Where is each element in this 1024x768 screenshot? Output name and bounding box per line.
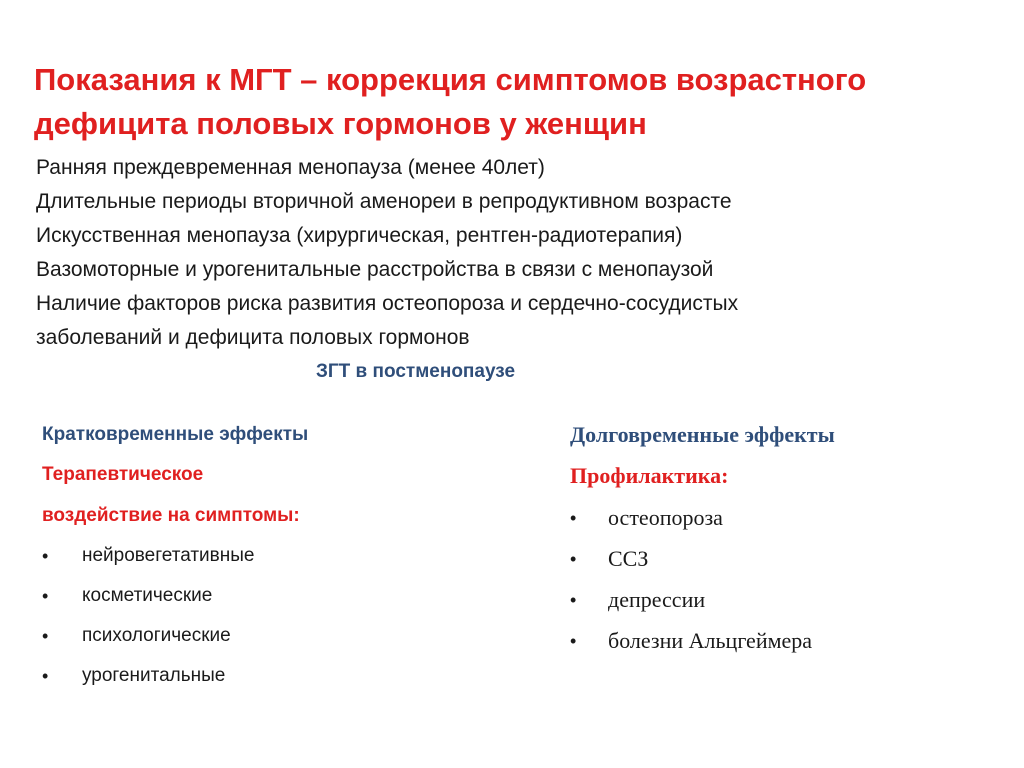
indication-item: заболеваний и дефицита половых гормонов	[36, 326, 470, 349]
list-item-text: психологические	[82, 625, 231, 646]
indication-item: Ранняя преждевременная менопауза (менее 40лет)	[36, 156, 545, 179]
long-term-column	[570, 420, 1010, 667]
list-item-text: депрессии	[608, 587, 706, 612]
long-term-subheading: Профилактика:	[570, 463, 729, 488]
list-item	[570, 503, 1010, 544]
title-line-2: дефицита половых гормонов у женщин	[34, 106, 647, 141]
indication-item: Вазомоторные и урогенитальные расстройства в связи с менопаузой	[36, 258, 714, 281]
list-item	[42, 581, 492, 621]
indications-list	[36, 151, 996, 355]
bullet-icon: •	[42, 666, 49, 686]
long-term-list	[570, 503, 1010, 667]
bullet-icon: •	[570, 508, 577, 528]
indication-item: Наличие факторов риска развития остеопороза и сердечно-сосудистых	[36, 292, 739, 315]
short-term-subheading-2: воздействие на симптомы:	[42, 505, 300, 526]
short-term-column	[42, 420, 492, 701]
long-term-heading: Долговременные эффекты	[570, 422, 835, 447]
zgt-heading: ЗГТ в постменопаузе	[316, 361, 516, 382]
list-item	[570, 585, 1010, 626]
short-term-heading: Кратковременные эффекты	[42, 424, 309, 445]
list-item-text: остеопороза	[608, 505, 723, 530]
indication-item: Искусственная менопауза (хирургическая, рентген-радиотерапия)	[36, 224, 683, 247]
bullet-icon: •	[570, 549, 577, 569]
bullet-icon: •	[42, 586, 49, 606]
list-item-text: ССЗ	[608, 546, 649, 571]
indication-item: Длительные периоды вторичной аменореи в репродуктивном возрасте	[36, 190, 732, 213]
bullet-icon: •	[570, 590, 577, 610]
list-item	[42, 661, 492, 701]
slide-title	[34, 58, 1004, 146]
list-item	[570, 626, 1010, 667]
bullet-icon: •	[570, 631, 577, 651]
list-item-text: болезни Альцгеймера	[608, 628, 813, 653]
list-item	[42, 541, 492, 581]
list-item	[42, 621, 492, 661]
list-item-text: косметические	[82, 585, 213, 606]
list-item-text: урогенитальные	[82, 665, 226, 686]
bullet-icon: •	[42, 626, 49, 646]
list-item-text: нейровегетативные	[82, 545, 255, 566]
list-item	[570, 544, 1010, 585]
title-line-1: Показания к МГТ – коррекция симптомов возрастного	[34, 62, 867, 97]
short-term-subheading-1: Терапевтическое	[42, 464, 204, 485]
short-term-list	[42, 541, 492, 701]
bullet-icon: •	[42, 546, 49, 566]
